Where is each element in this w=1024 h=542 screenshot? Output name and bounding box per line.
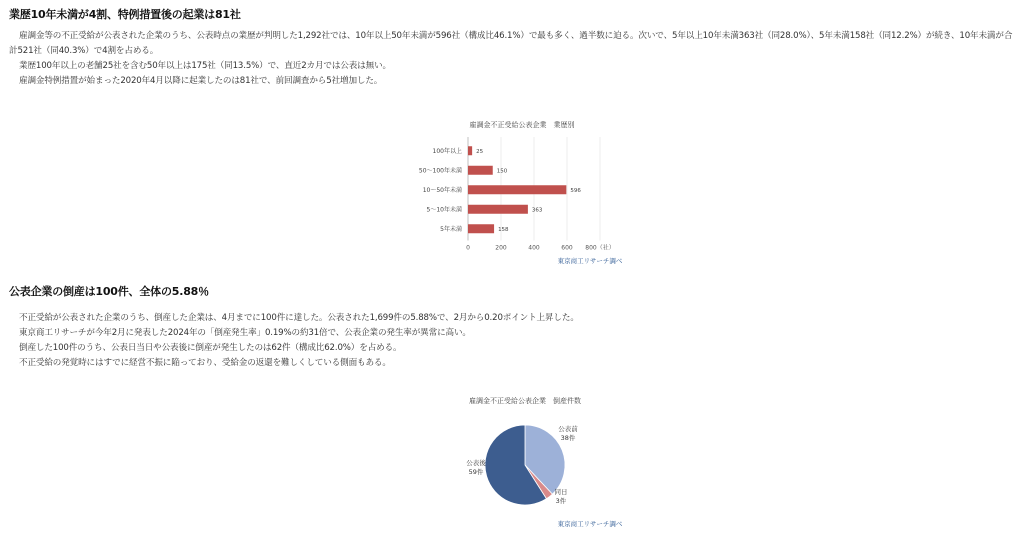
pie-slice-label: 公表後 xyxy=(466,459,486,467)
paragraph: 雇調金特例措置が始まった2020年4月以降に起業したのは81社で、前回調査から5社増加した。 xyxy=(19,76,383,86)
chart-source: 東京商工リサーチ調べ xyxy=(557,257,623,265)
category-label: 50〜100年未満 xyxy=(418,167,462,175)
chart-title: 雇調金不正受給公表企業 業歴別 xyxy=(469,121,575,129)
bar-value-label: 25 xyxy=(476,148,484,155)
section-body-bankruptcy xyxy=(9,311,1019,371)
bar xyxy=(468,205,528,214)
x-tick-label: 400 xyxy=(528,244,540,252)
pie-slice-value: 38件 xyxy=(560,434,576,442)
bar-value-label: 363 xyxy=(531,207,543,214)
pie-slice-label: 同日 xyxy=(554,488,568,496)
x-tick-label: 600 xyxy=(561,244,573,252)
paragraph: 倒産した100件のうち、公表日当日や公表後に倒産が発生したのは62件（構成比62.0%）を占める。 xyxy=(19,343,402,353)
pie-slice-value: 59件 xyxy=(468,468,484,476)
paragraph: 不正受給が公表された企業のうち、倒産した企業は、4月までに100件に達した。公表された1,699件の5.88%で、2月から0.20ポイント上昇した。 xyxy=(19,313,579,323)
bar xyxy=(468,224,494,233)
x-tick-label: 200 xyxy=(495,244,507,252)
x-tick-label: 800（社） xyxy=(585,244,615,252)
bar-value-label: 158 xyxy=(498,226,509,233)
pie-slices xyxy=(485,425,565,505)
category-label: 100年以上 xyxy=(432,147,462,155)
bar-chart-history xyxy=(410,115,650,270)
bar xyxy=(468,146,472,155)
paragraph: 雇調金等の不正受給が公表された企業のうち、公表時点の業歴が判明した1,292社では、10年以上50年未満が596社（構成比46.1%）で最も多く、過半数に迫る。次いで、5年以上10年未満363社（同28.0%）、5年未満158社（同12.2%）が続き、10年未満が合計521社（同40.3%）で4割を占める。 xyxy=(9,31,1013,56)
category-label: 10〜50年未満 xyxy=(422,186,462,194)
chart-category-labels xyxy=(419,147,462,233)
section-body-history xyxy=(9,29,1019,89)
pie-slice-value: 3件 xyxy=(555,497,567,505)
paragraph: 業歴100年以上の老舗25社を含む50年以上は175社（同13.5%）で、直近2カ月では公表は無い。 xyxy=(19,61,391,71)
chart-source: 東京商工リサーチ調べ xyxy=(557,520,623,528)
paragraph: 不正受給の発覚時にはすでに経営不振に陥っており、受給金の返還を難しくしている側面もある。 xyxy=(19,358,391,368)
section-heading-bankruptcy: 公表企業の倒産は100件、全体の5.88％ xyxy=(9,285,209,298)
pie-chart-bankruptcy xyxy=(440,393,623,538)
chart-title: 雇調金不正受給公表企業 倒産件数 xyxy=(469,397,581,405)
paragraph: 東京商工リサーチが今年2月に発表した2024年の「倒産発生率」0.19%の約31倍で、公表企業の発生率が異常に高い。 xyxy=(19,328,471,338)
chart-x-tick-labels xyxy=(466,244,615,252)
bar-value-label: 596 xyxy=(570,187,581,194)
category-label: 5年未満 xyxy=(440,225,462,233)
section-heading-history: 業歴10年未満が4割、特例措置後の起業は81社 xyxy=(9,8,241,21)
bar xyxy=(468,166,493,175)
bar-value-label: 150 xyxy=(496,168,508,175)
bar xyxy=(468,185,566,194)
x-tick-label: 0 xyxy=(466,244,470,252)
category-label: 5〜10年未満 xyxy=(426,206,462,214)
chart-bars xyxy=(468,146,581,233)
pie-slice-label: 公表前 xyxy=(558,425,578,433)
